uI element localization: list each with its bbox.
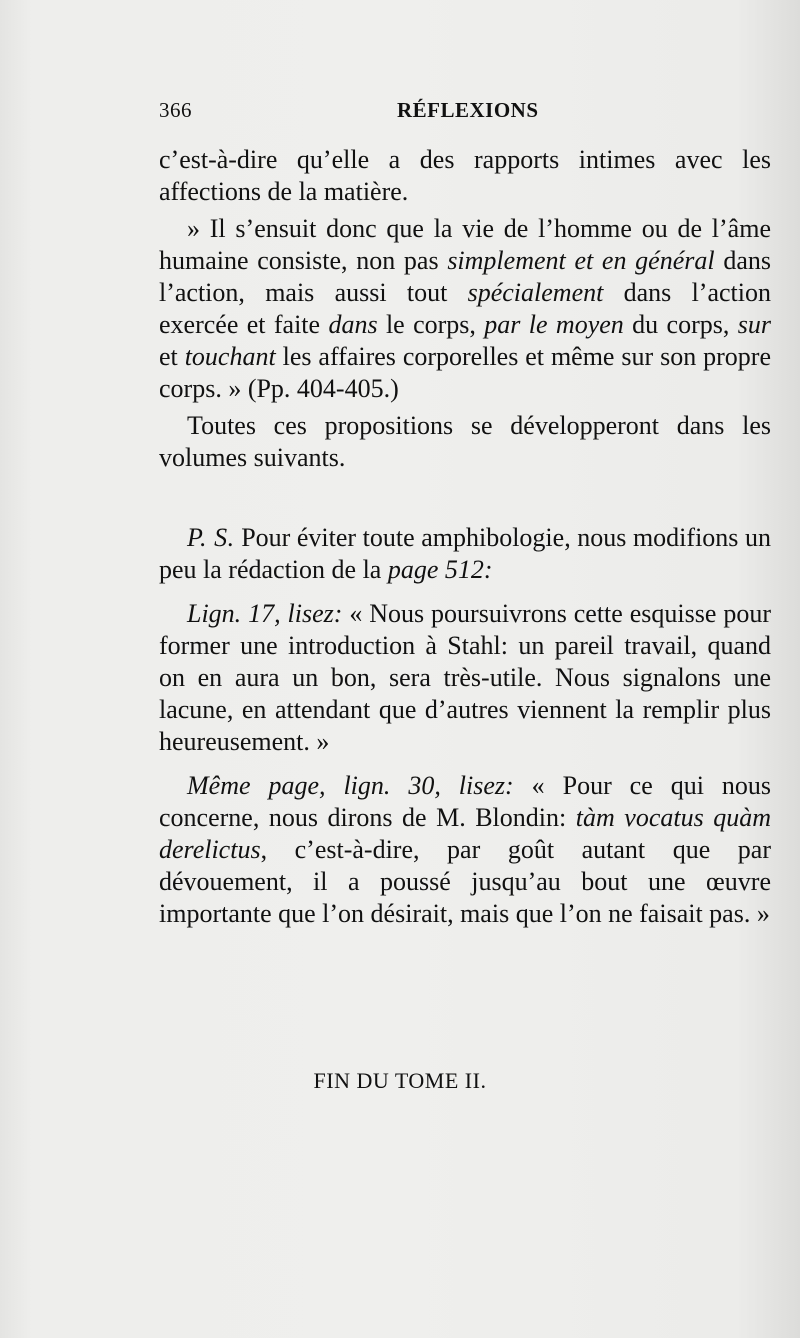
text-run: , c’est-à-dire, par goût autant que par dévouement, il a poussé jusqu’au bout une œuvre importante que l’on désirait, mais que l’on ne faisait pas. » [159, 835, 771, 928]
paragraph-summary: Toutes ces propositions se développeront dans les volumes suivants. [159, 411, 771, 472]
paragraph-erratum-2 [159, 770, 771, 930]
text-run: Pour éviter toute amphibologie, nous modifions un peu la rédaction de la [159, 523, 771, 584]
italic-run: dans [328, 310, 378, 339]
italic-run: sur [737, 310, 771, 339]
text-run: « Pour ce qui nous concerne, nous dirons de M. Blondin: [159, 771, 772, 832]
italic-run: Même page, lign. 30, lisez: [187, 771, 514, 800]
end-of-volume-note: FIN DU TOME II. [313, 1068, 487, 1093]
running-title: RÉFLEXIONS [397, 98, 539, 122]
italic-run: simplement et en général [447, 246, 715, 275]
text-run: dans l’action, mais aussi tout [159, 246, 771, 307]
italic-run: page 512: [387, 555, 493, 584]
body-text [159, 144, 771, 930]
italic-run: Lign. 17, lisez: [187, 599, 343, 628]
italic-run: P. S. [187, 523, 235, 552]
italic-run: tàm vocatus quàm derelictus [159, 803, 771, 864]
italic-run: par le moyen [484, 310, 624, 339]
paragraph-postscript [159, 522, 771, 586]
italic-run: touchant [184, 342, 276, 371]
text-run: » Il s’ensuit donc que la vie de l’homme ou de l’âme humaine consiste, non pas [159, 214, 771, 275]
italic-run: spécialement [467, 278, 604, 307]
text-run: le corps, [377, 310, 485, 339]
page-number: 366 [159, 98, 192, 122]
text-run: et [159, 342, 185, 371]
text-run: dans l’action exercée et faite [159, 278, 771, 339]
text-run: « Nous poursuivrons cette esquisse pour former une introduction à Stahl: un pareil travail, quand on en aura un bon, sera très-utile. Nous signalons une lacune, en attendant que d’autres viennent la remplir plus heureusement. » [159, 599, 771, 756]
paragraph-quotation [159, 213, 771, 405]
paragraph-erratum-1 [159, 598, 771, 758]
text-run: les affaires corporelles et même sur son propre corps. » (Pp. 404-405.) [159, 342, 771, 403]
paragraph-continuation: c’est-à-dire qu’elle a des rapports intimes avec les affections de la matière. [159, 145, 771, 206]
text-run: du corps, [623, 310, 738, 339]
page-header [159, 98, 771, 132]
